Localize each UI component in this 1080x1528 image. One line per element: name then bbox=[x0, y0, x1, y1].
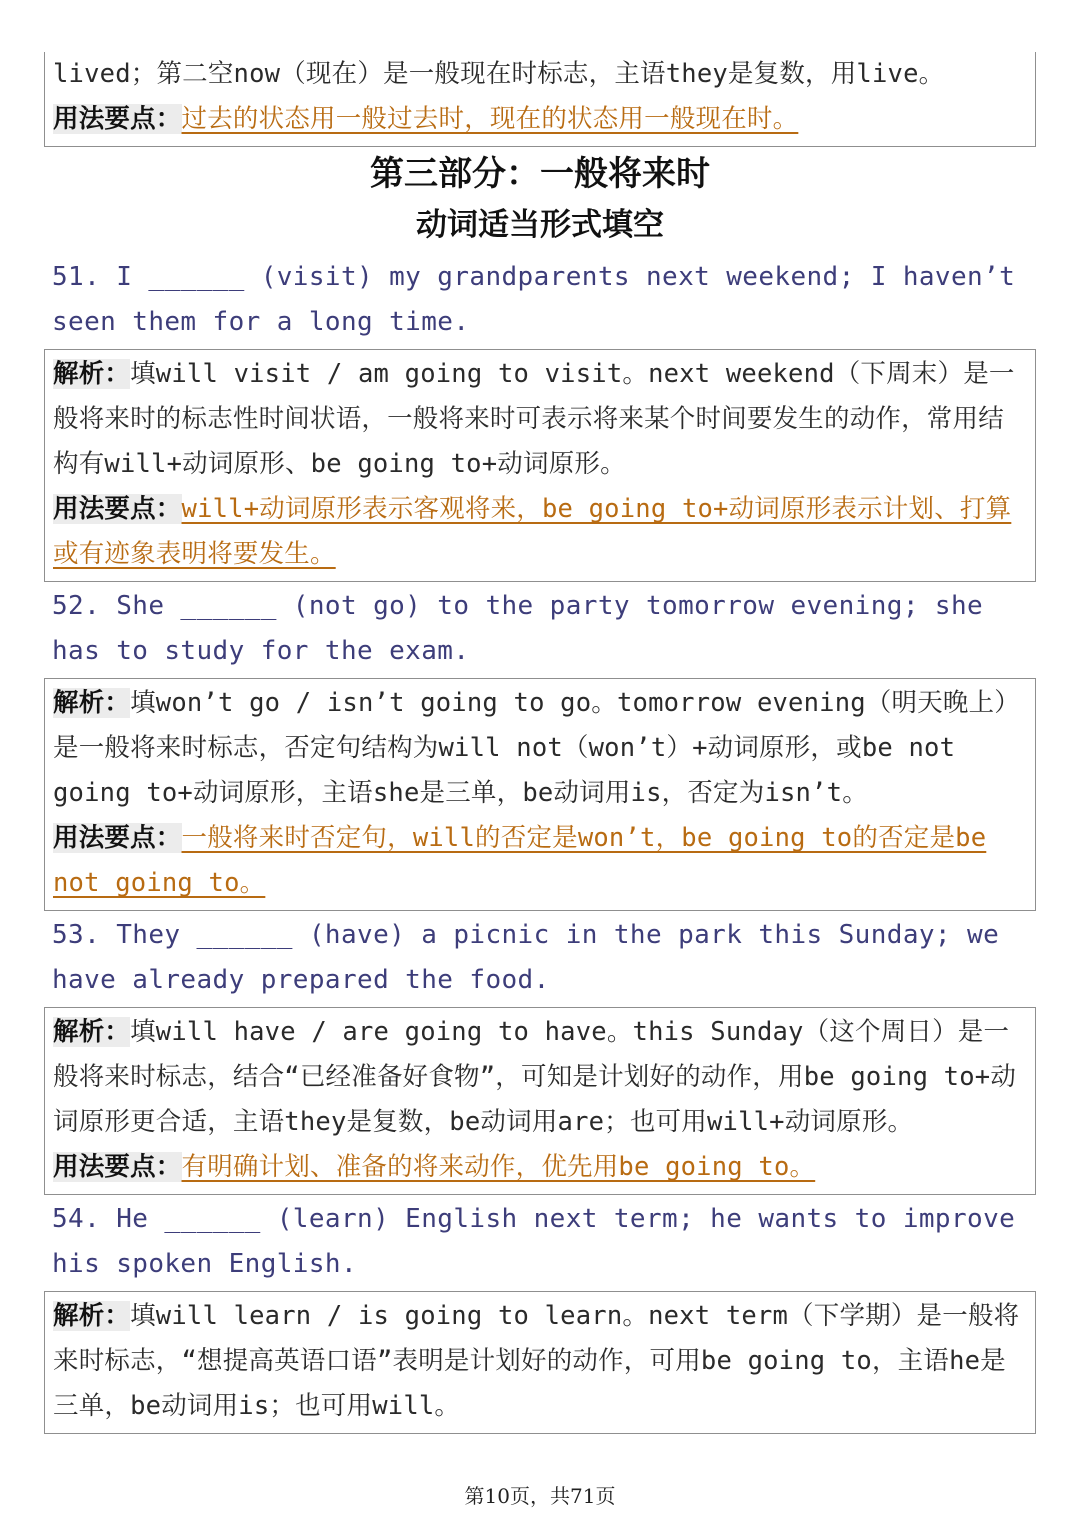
usage-label: 用法要点： bbox=[53, 823, 182, 853]
usage-line bbox=[53, 97, 1027, 142]
question-52: 52. She ______ (not go) to the party tomorrow evening; she has to study for the exam. bbox=[52, 591, 984, 666]
analysis-text: lived；第二空now（现在）是一般现在时标志，主语they是复数，用live。 bbox=[53, 59, 945, 89]
usage-line bbox=[53, 816, 1027, 906]
analysis-label: 解析： bbox=[53, 688, 131, 718]
usage-text: 过去的状态用一般过去时，现在的状态用一般现在时。 bbox=[181, 104, 799, 134]
usage-text: 有明确计划、准备的将来动作，优先用be going to。 bbox=[181, 1152, 816, 1182]
question-54: 54. He ______ (learn) English next term; he wants to improve his spoken English. bbox=[52, 1204, 1016, 1279]
section-title: 第三部分：一般将来时 bbox=[370, 154, 710, 194]
analysis-box-54 bbox=[44, 1291, 1036, 1434]
question-51: 51. I ______ (visit) my grandparents next weekend; I haven’t seen them for a long time. bbox=[52, 262, 1016, 337]
analysis-box-53 bbox=[44, 1007, 1036, 1195]
page-footer: 第10页，共71页 bbox=[464, 1484, 616, 1508]
analysis-box-51 bbox=[44, 349, 1036, 582]
analysis-text: 填won’t go / isn’t going to go。tomorrow evening（明天晚上）是一般将来时标志，否定句结构为will not（won’t）+动词原形，或be not going to+动词原形，主语she是三单，be动词用is，否定为isn’t。 bbox=[53, 688, 1021, 808]
usage-line bbox=[53, 1145, 1027, 1190]
analysis-text: 填will visit / am going to visit。next weekend（下周末）是一般将来时的标志性时间状语，一般将来时可表示将来某个时间要发生的动作，常用结构有will+动词原形、be going to+动词原形。 bbox=[53, 359, 1015, 479]
usage-label: 用法要点： bbox=[53, 1152, 182, 1182]
usage-line bbox=[53, 487, 1027, 577]
analysis-label: 解析： bbox=[53, 1017, 131, 1047]
usage-label: 用法要点： bbox=[53, 104, 182, 134]
analysis-label: 解析： bbox=[53, 1301, 131, 1331]
document-page bbox=[44, 52, 1036, 1434]
analysis-text: 填will have / are going to have。this Sunday（这个周日）是一般将来时标志，结合“已经准备好食物”，可知是计划好的动作，用be going to+动词原形更合适，主语they是复数，be动词用are；也可用will+动词原形。 bbox=[53, 1017, 1017, 1137]
usage-text: will+动词原形表示客观将来，be going to+动词原形表示计划、打算或有迹象表明将要发生。 bbox=[53, 494, 1012, 569]
usage-text: 一般将来时否定句，will的否定是won’t，be going to的否定是be not going to。 bbox=[53, 823, 987, 898]
analysis-label: 解析： bbox=[53, 359, 131, 389]
previous-analysis-box bbox=[44, 52, 1036, 147]
question-53: 53. They ______ (have) a picnic in the park this Sunday; we have already prepared the food. bbox=[52, 920, 1000, 995]
analysis-box-52 bbox=[44, 678, 1036, 911]
sub-title: 动词适当形式填空 bbox=[416, 207, 664, 243]
usage-label: 用法要点： bbox=[53, 494, 182, 524]
analysis-text: 填will learn / is going to learn。next term（下学期）是一般将来时标志，“想提高英语口语”表明是计划好的动作，可用be going to，主语he是三单，be动词用is；也可用will。 bbox=[53, 1301, 1020, 1421]
